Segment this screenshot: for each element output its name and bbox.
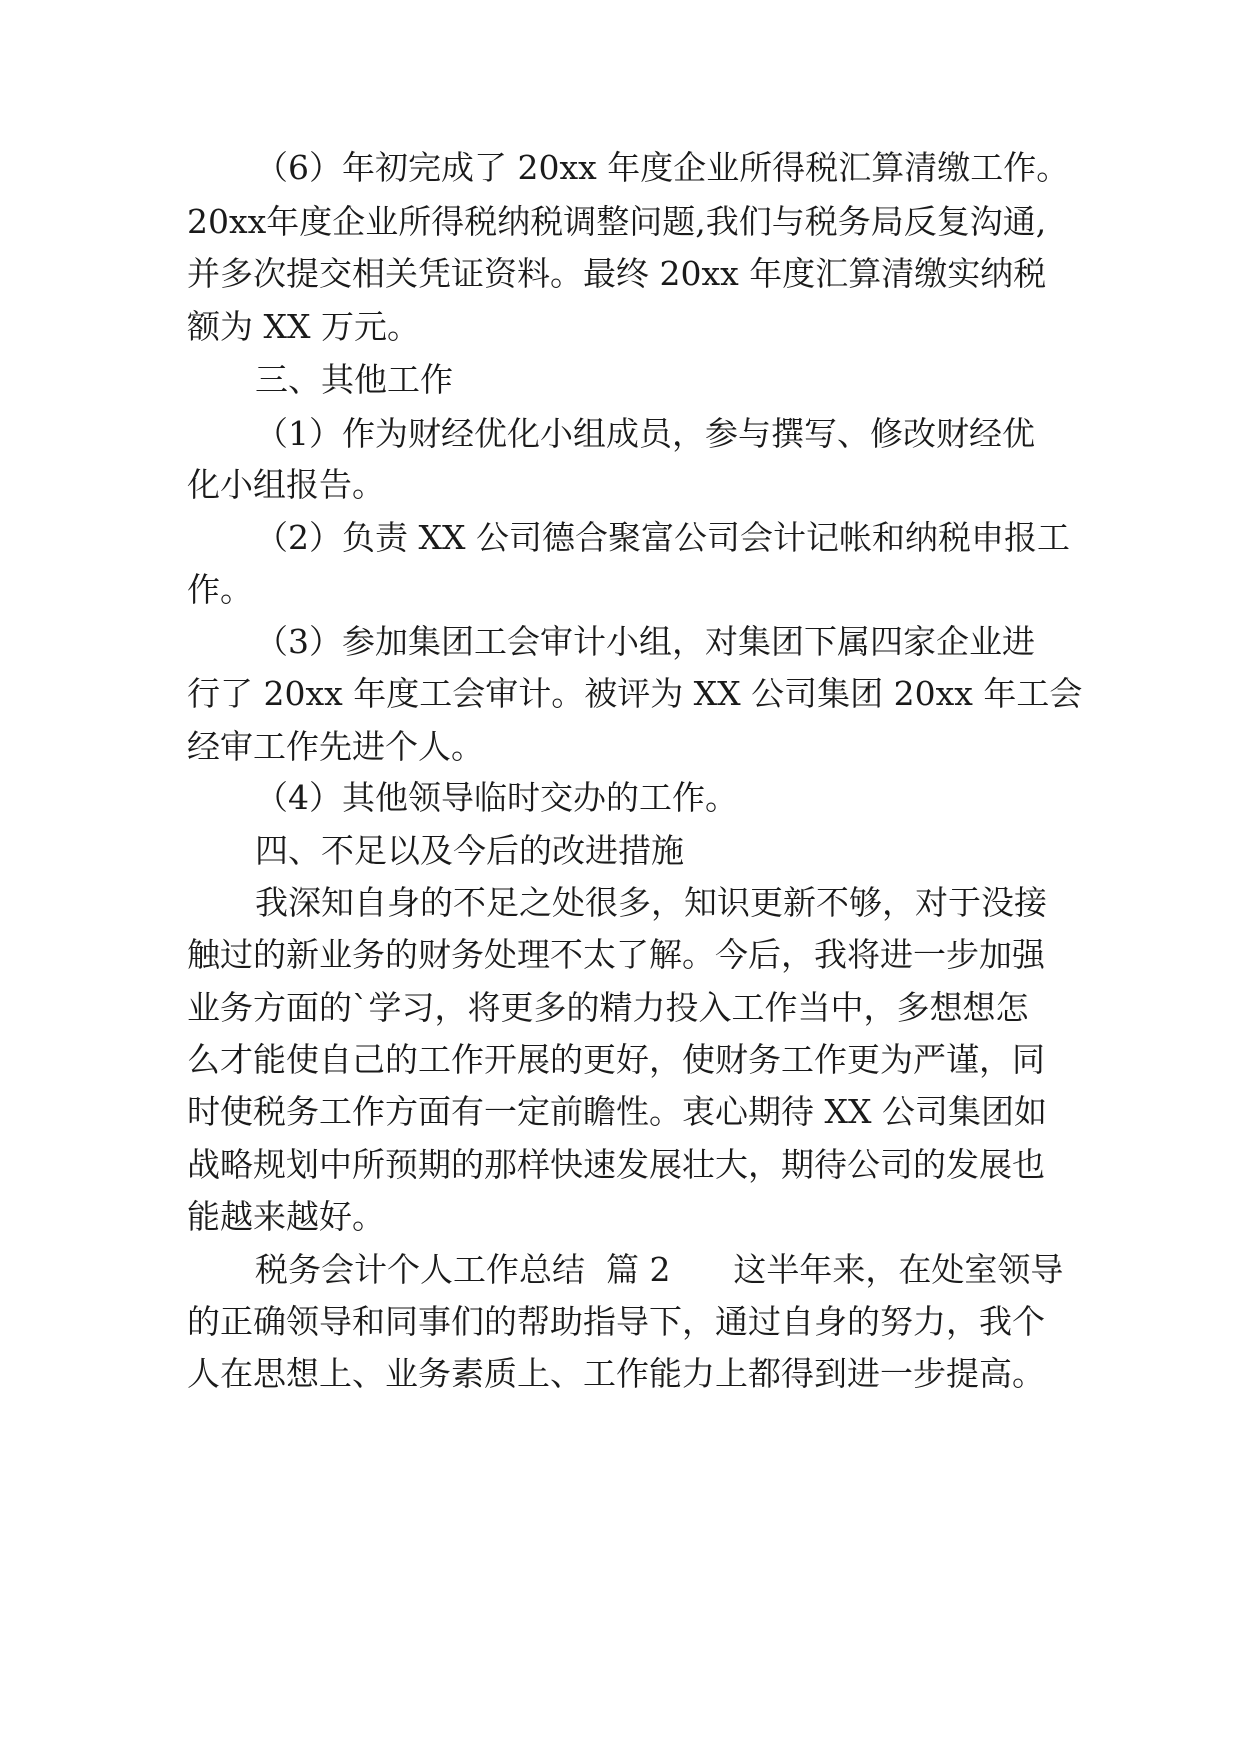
paragraph-line: 战略规划中所预期的那样快速发展壮大，期待公司的发展也 [187,1145,1045,1184]
paragraph-line: （1）作为财经优化小组成员，参与撰写、修改财经优 [255,414,1035,453]
paragraph-line: 时使税务工作方面有一定前瞻性。衷心期待 XX 公司集团如 [187,1092,1047,1131]
paragraph-line: 触过的新业务的财务处理不太了解。今后，我将进一步加强 [187,935,1045,974]
paragraph-line: 人在思想上、业务素质上、工作能力上都得到进一步提高。 [187,1354,1045,1393]
paragraph-line: 么才能使自己的工作开展的更好，使财务工作更为严谨，同 [187,1040,1045,1079]
paragraph-line: 额为 XX 万元。 [187,307,420,346]
paragraph-line: 行了 20xx 年度工会审计。被评为 XX 公司集团 20xx 年工会 [187,674,1083,713]
paragraph-line: （4）其他领导临时交办的工作。 [255,778,738,817]
paragraph-line: 作。 [187,570,253,609]
paragraph-line: 化小组报告。 [187,465,385,504]
paragraph-line: （2）负责 XX 公司德合聚富公司会计记帐和纳税申报工 [255,518,1070,557]
paragraph-line: （6）年初完成了 20xx 年度企业所得税汇算清缴工作。 [255,148,1070,187]
paragraph-line: 业务方面的`学习，将更多的精力投入工作当中，多想想怎 [187,988,1029,1027]
section-heading: 四、不足以及今后的改进措施 [255,831,684,870]
paragraph-line: 的正确领导和同事们的帮助指导下，通过自身的努力，我个 [187,1302,1045,1341]
paragraph-line: 税务会计个人工作总结 篇 2 这半年来，在处室领导 [255,1250,1064,1289]
paragraph-line: （3）参加集团工会审计小组，对集团下属四家企业进 [255,622,1035,661]
paragraph-line: 20xx年度企业所得税纳税调整问题,我们与税务局反复沟通, [187,202,1047,241]
paragraph-line: 我深知自身的不足之处很多，知识更新不够，对于没接 [255,883,1047,922]
section-heading: 三、其他工作 [255,360,453,399]
paragraph-line: 并多次提交相关凭证资料。最终 20xx 年度汇算清缴实纳税 [187,254,1047,293]
paragraph-line: 经审工作先进个人。 [187,727,484,766]
paragraph-line: 能越来越好。 [187,1197,385,1236]
